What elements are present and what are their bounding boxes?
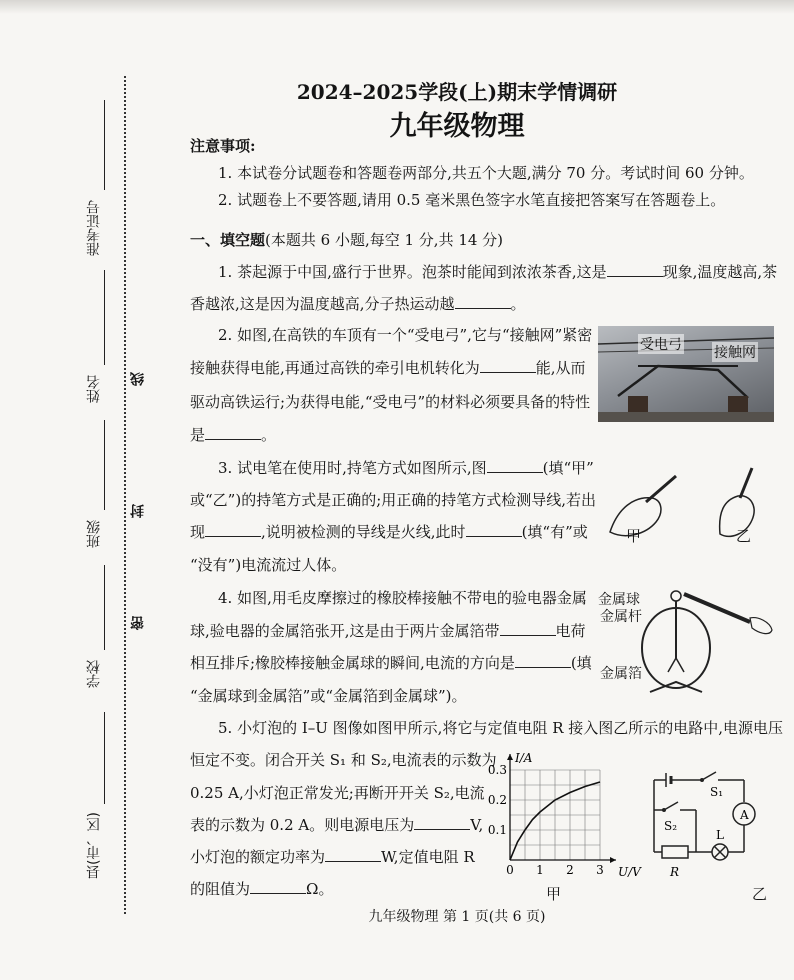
seal-char-secret: 密	[128, 612, 148, 634]
y-axis-arrow	[507, 754, 513, 760]
q5-line3: 0.25 A,小灯泡正常发光;再断开开关 S₂,电流	[190, 784, 485, 802]
field-label-class: 班级	[86, 520, 102, 548]
q2-line3: 驱动高铁运行;为获得电能,“受电弓”的材料必须要具备的特性	[190, 393, 591, 411]
q4-blank-2[interactable]	[515, 653, 571, 668]
section-title: 一、填空题	[190, 231, 266, 249]
field-line-county	[104, 712, 105, 804]
exam-subject: 九年级物理	[389, 111, 525, 142]
q5-text-e: 的阻值为	[190, 880, 251, 898]
field-line-class	[104, 420, 105, 510]
q2-line2	[190, 358, 586, 378]
circuit-resistor-label: R	[670, 865, 680, 879]
pantograph-drawing	[598, 326, 774, 422]
q2-text-b: 能,从而	[535, 359, 586, 377]
q2-line1: 2. 如图,在高铁的车顶有一个“受电弓”,它与“接触网”紧密	[218, 326, 593, 344]
q3-line3	[190, 522, 588, 542]
q4-line2	[190, 621, 586, 641]
seal-char-seal: 封	[128, 500, 148, 522]
section-note: (本题共 6 小题,每空 1 分,共 14 分)	[265, 231, 504, 249]
x-tick-label: 0	[506, 863, 514, 877]
notice-item-2: 2. 试题卷上不要答题,请用 0.5 毫米黑色签字水笔直接把答案写在答题卷上。	[218, 191, 726, 209]
field-line-name	[104, 270, 105, 365]
q1-text-d: 。	[510, 295, 526, 313]
binding-line	[124, 76, 126, 914]
q2-text-c: 是	[190, 426, 206, 444]
q2-blank-1[interactable]	[480, 358, 536, 373]
circuit-s2-label: S₂	[664, 819, 678, 833]
x-tick-label: 3	[596, 863, 604, 877]
q5-blank-1[interactable]	[414, 815, 470, 830]
field-label-school: 学校	[86, 660, 102, 688]
q2-line4	[190, 425, 276, 445]
field-label-name: 姓名	[86, 375, 102, 403]
q5-text-d: W,定值电阻 R	[381, 848, 475, 866]
electroscope-label-ball: 金属球	[598, 592, 640, 608]
circuit-s1-label: S₁	[710, 785, 724, 799]
q3-text-e: (填“有”或	[521, 523, 588, 541]
page-footer: 九年级物理 第 1 页(共 6 页)	[368, 909, 546, 925]
q4-text-a: 球,验电器的金属箔张开,这是由于两片金属箔带	[190, 622, 500, 640]
q3-line4: “没有”)电流流过人体。	[190, 556, 347, 574]
test-pen-label-left: 甲	[626, 527, 642, 545]
q5-text-b: V,	[470, 816, 484, 834]
q5-line6	[190, 879, 333, 899]
q1-blank-1[interactable]	[607, 262, 663, 277]
q1-line1	[218, 262, 777, 282]
q4-line4: “金属球到金属箔”或“金属箔到金属球”)。	[190, 687, 467, 705]
chart-caption: 甲	[546, 885, 562, 903]
pantograph-label: 受电弓	[638, 334, 684, 354]
q3-text-d: ,说明被检测的导线是火线,此时	[261, 523, 466, 541]
y-tick-label: 0.1	[487, 823, 507, 837]
q5-blank-2[interactable]	[325, 847, 381, 862]
exam-title: 2024–2025学段(上)期末学情调研	[296, 80, 618, 104]
q1-text-b: 现象,温度越高,茶	[662, 263, 778, 281]
notice-item-1: 1. 本试卷分试题卷和答题卷两部分,共五个大题,满分 70 分。考试时间 60 分钟。	[218, 164, 754, 182]
y-axis-label: I/A	[515, 751, 533, 765]
q3-line2: 或“乙”)的持笔方式是正确的;用正确的持笔方式检测导线,若出	[190, 491, 597, 509]
y-tick-label: 0.2	[487, 793, 507, 807]
pantograph-photo	[598, 326, 774, 422]
q4-text-b: 电荷	[555, 622, 586, 640]
q4-text-c: 相互排斥;橡胶棒接触金属球的瞬间,电流的方向是	[190, 654, 515, 672]
q5-line2: 恒定不变。闭合开关 S₁ 和 S₂,电流表的示数为	[190, 751, 497, 769]
q4-blank-1[interactable]	[500, 621, 556, 636]
q1-line2	[190, 294, 526, 314]
field-line-school	[104, 565, 105, 650]
iu-chart	[484, 748, 641, 884]
circuit-diagram	[640, 766, 776, 882]
q5-line5	[190, 847, 475, 867]
q5-line1: 5. 小灯泡的 I–U 图像如图甲所示,将它与定值电阻 R 接入图乙所示的电路中,电源电压	[218, 719, 784, 737]
q1-text-c: 香越浓,这是因为温度越高,分子热运动越	[190, 295, 455, 313]
circuit-lamp-label: L	[716, 828, 724, 842]
test-pen-label-right: 乙	[736, 527, 752, 545]
q4-text-d: (填	[570, 654, 592, 672]
field-label-county: 县(市、区)	[86, 812, 102, 879]
q1-text-a: 1. 茶起源于中国,盛行于世界。泡茶时能闻到浓浓茶香,这是	[218, 263, 607, 281]
electroscope-label-foil: 金属箔	[600, 666, 642, 682]
electroscope-label-rod: 金属杆	[600, 609, 642, 625]
q3-line1	[218, 458, 594, 478]
q1-blank-2[interactable]	[455, 294, 511, 309]
q5-text-a: 表的示数为 0.2 A。则电源电压为	[190, 816, 415, 834]
q3-blank-1[interactable]	[487, 458, 543, 473]
q2-text-a: 接触获得电能,再通过高铁的牵引电机转化为	[190, 359, 480, 377]
x-axis-arrow	[610, 857, 616, 863]
q3-blank-2[interactable]	[205, 522, 261, 537]
q2-text-d: 。	[261, 426, 277, 444]
q5-blank-3[interactable]	[250, 879, 306, 894]
q5-line4	[190, 815, 483, 835]
section-heading	[190, 230, 503, 250]
catenary-label: 接触网	[712, 342, 758, 362]
q3-blank-3[interactable]	[466, 522, 522, 537]
q3-text-a: 3. 试电笔在使用时,持笔方式如图所示,图	[218, 459, 487, 477]
q4-line1: 4. 如图,用毛皮摩擦过的橡胶棒接触不带电的验电器金属	[218, 589, 587, 607]
x-tick-label: 2	[566, 863, 574, 877]
q5-text-c: 小灯泡的额定功率为	[190, 848, 326, 866]
notice-heading: 注意事项:	[190, 137, 256, 155]
circuit-ammeter-label: A	[740, 808, 749, 822]
x-axis-label: U/V	[618, 865, 641, 879]
q3-text-c: 现	[190, 523, 206, 541]
seal-char-line: 线	[128, 368, 148, 390]
q3-text-b: (填“甲”	[542, 459, 594, 477]
x-tick-label: 1	[536, 863, 544, 877]
circuit-caption: 乙	[752, 885, 768, 903]
y-tick-label: 0.3	[487, 763, 507, 777]
q4-line3	[190, 653, 592, 673]
q2-blank-2[interactable]	[205, 425, 261, 440]
scan-edge	[0, 0, 794, 14]
field-label-exam-number: 准考证号	[86, 200, 102, 256]
q5-text-f: Ω。	[306, 880, 334, 898]
